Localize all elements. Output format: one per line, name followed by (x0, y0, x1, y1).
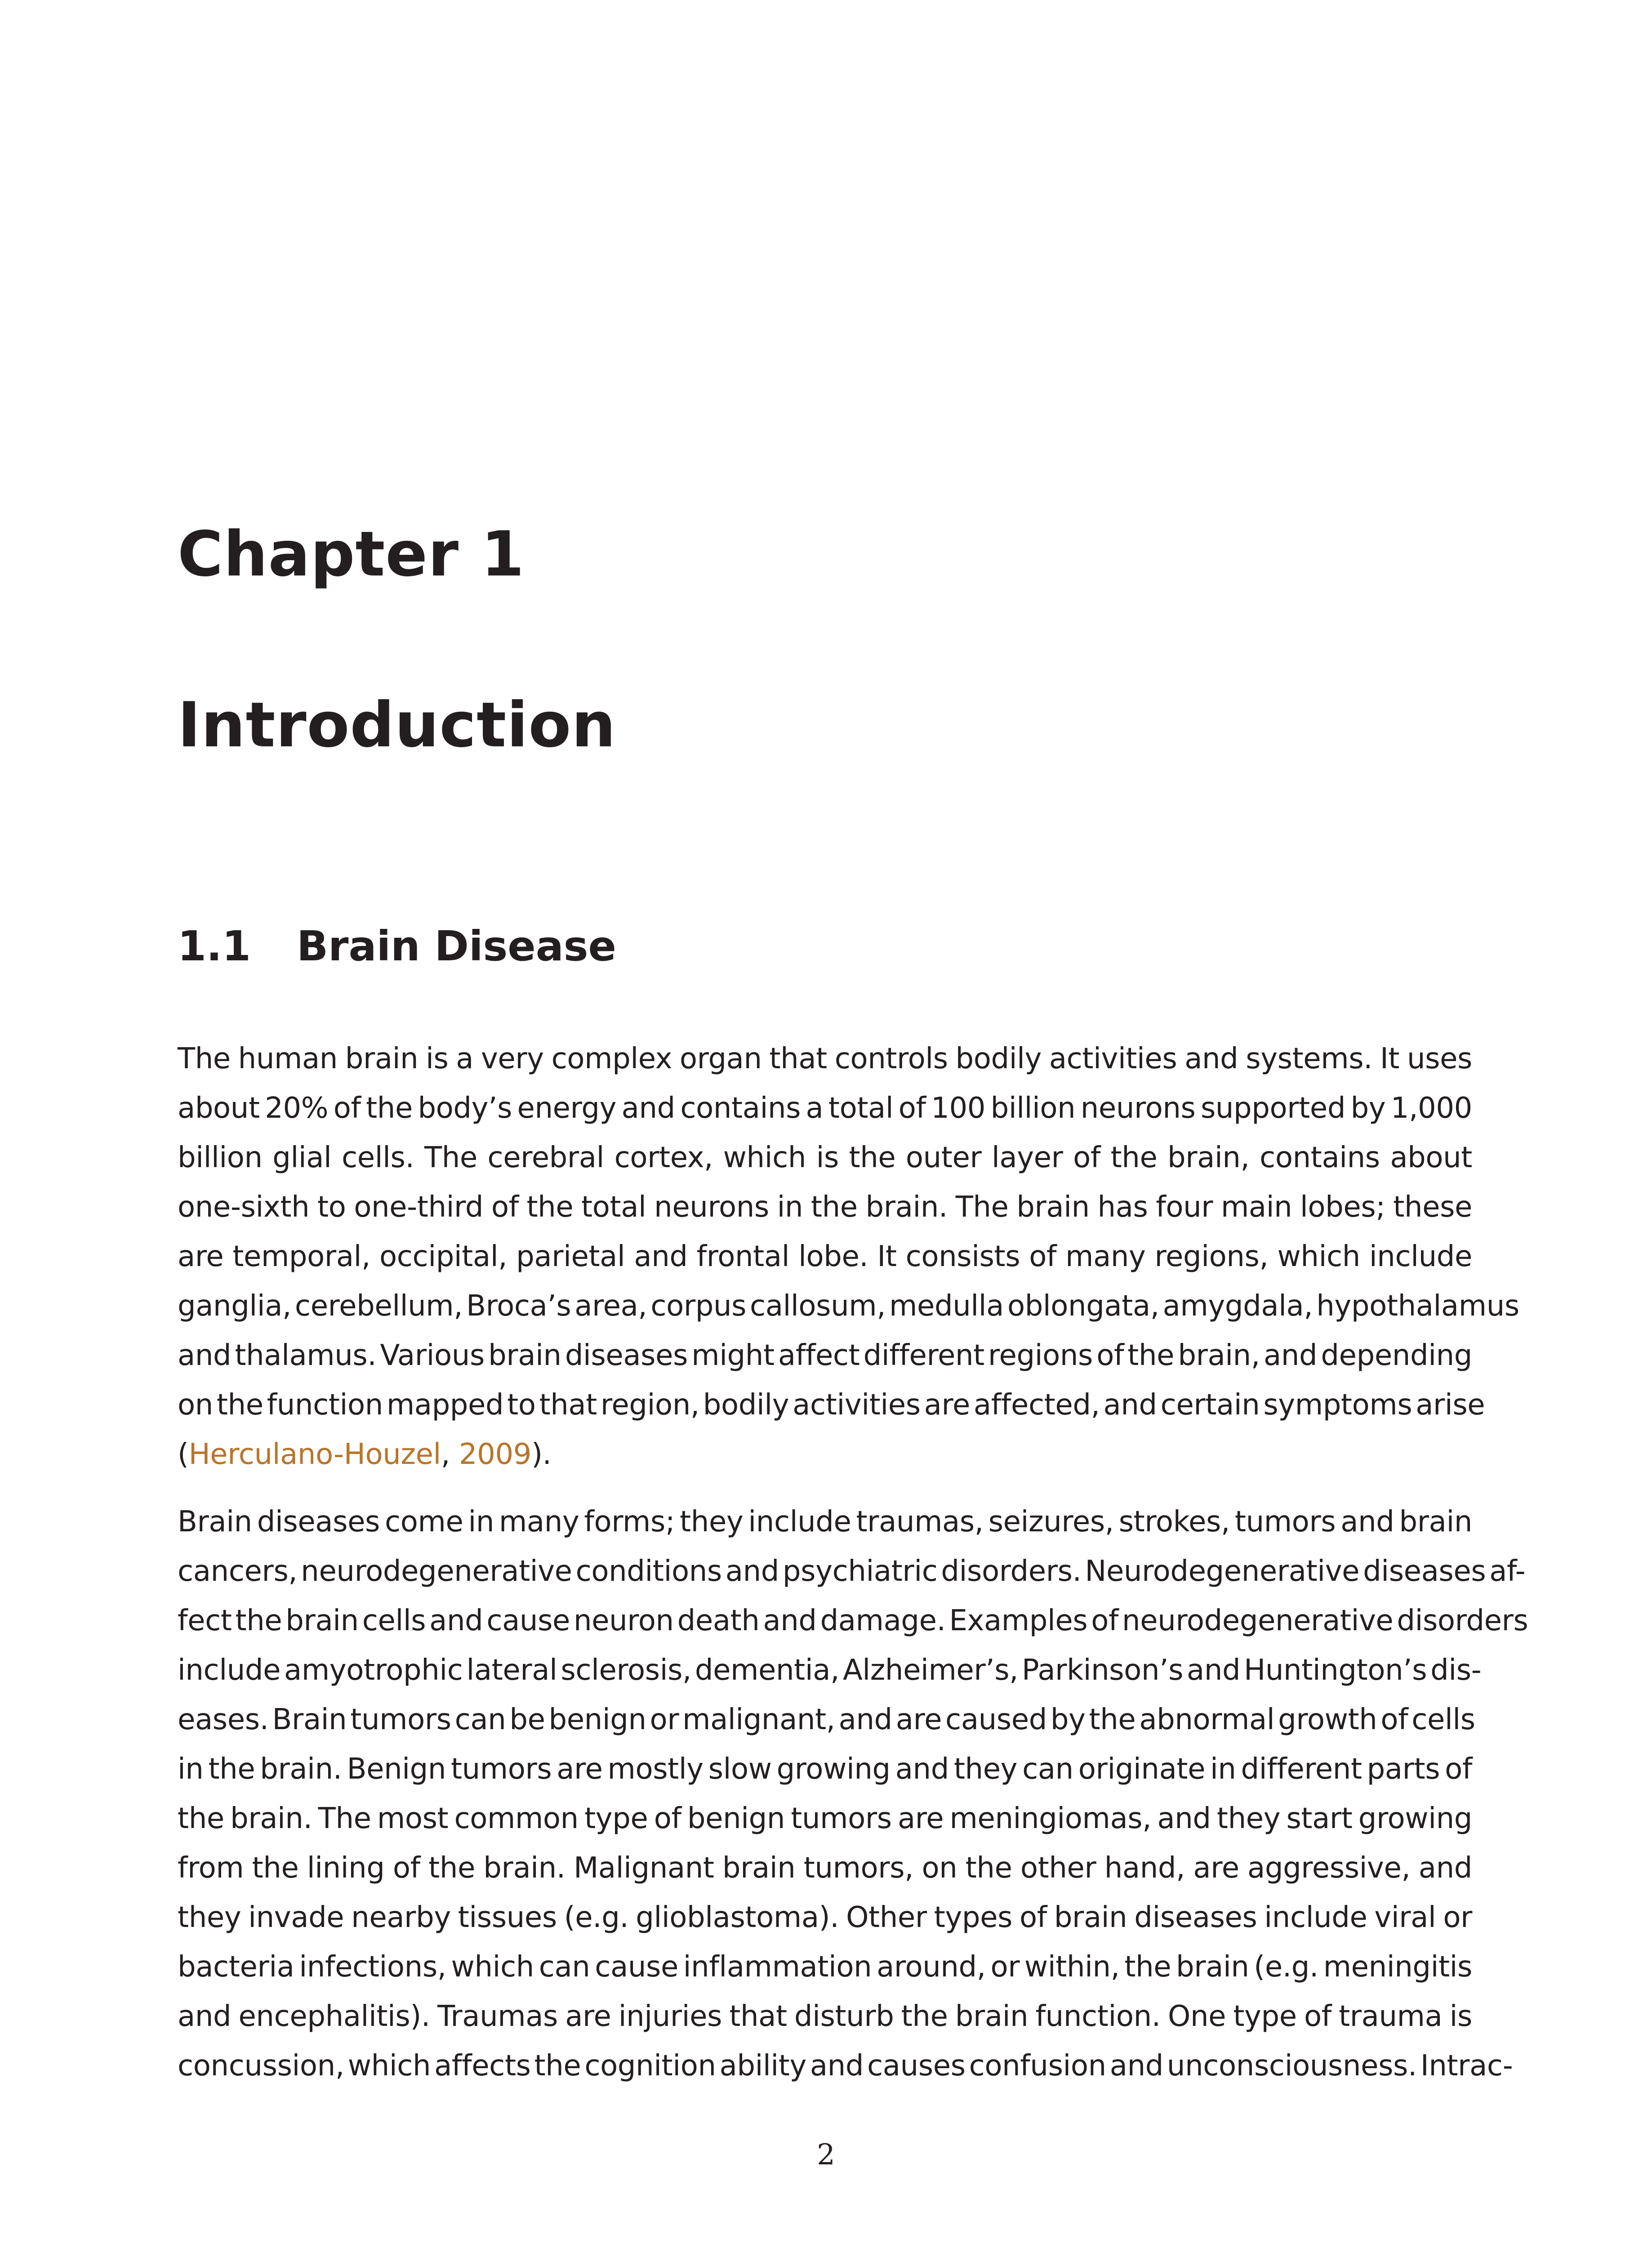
text-line: one-sixth to one-third of the total neurons in the brain. The brain has four main lobes; these (178, 1191, 1472, 1224)
text-line: the brain. The most common type of benign tumors are meningiomas, and they start growing (178, 1802, 1472, 1835)
citation-close: ). (531, 1438, 552, 1471)
section-heading (178, 922, 616, 971)
text-line: fect the brain cells and cause neuron death and damage. Examples of neurodegenerative disorders (178, 1604, 1528, 1637)
text-line: in the brain. Benign tumors are mostly slow growing and they can originate in different parts of (178, 1753, 1472, 1786)
citation-separator: , (441, 1438, 459, 1471)
text-line: billion glial cells. The cerebral cortex, which is the outer layer of the brain, contains about (178, 1141, 1472, 1174)
page-number: 2 (817, 2138, 835, 2172)
section-title: Brain Disease (297, 922, 616, 970)
paragraph-1 (178, 1034, 1519, 1479)
citation-year-link[interactable]: 2009 (459, 1438, 532, 1471)
text-line: from the lining of the brain. Malignant brain tumors, on the other hand, are aggressive, and (178, 1851, 1472, 1885)
text-line: on the function mapped to that region, bodily activities are affected, and certain symptoms arise (178, 1388, 1485, 1422)
chapter-label: Chapter 1 (178, 518, 525, 590)
text-line: and thalamus. Various brain diseases might affect different regions of the brain, and depending (178, 1339, 1472, 1372)
text-line: bacteria infections, which can cause inflammation around, or within, the brain (e.g. meningitis (178, 1950, 1472, 1984)
chapter-title: Introduction (178, 689, 616, 761)
text-line: Brain diseases come in many forms; they include traumas, seizures, strokes, tumors and brain (178, 1505, 1472, 1539)
text-line: are temporal, occipital, parietal and frontal lobe. It consists of many regions, which include (178, 1240, 1472, 1273)
text-line: concussion, which affects the cognition ability and causes confusion and unconsciousness. Intrac- (178, 2049, 1513, 2083)
text-line: and encephalitis). Traumas are injuries that disturb the brain function. One type of trauma is (178, 2000, 1472, 2033)
text-line: about 20% of the body’s energy and contains a total of 100 billion neurons supported by 1,000 (178, 1092, 1472, 1125)
body-text (178, 1034, 1528, 2109)
text-line: The human brain is a very complex organ that controls bodily activities and systems. It uses (178, 1042, 1472, 1075)
paragraph-2 (178, 1497, 1528, 2091)
citation-open: ( (178, 1438, 189, 1471)
citation-author-link[interactable]: Herculano-Houzel (188, 1438, 441, 1471)
text-line: cancers, neurodegenerative conditions and psychiatric disorders. Neurodegenerative diseases af- (178, 1555, 1526, 1588)
text-line: they invade nearby tissues (e.g. glioblastoma). Other types of brain diseases include viral or (178, 1901, 1472, 1934)
citation-line (178, 1430, 1472, 1479)
text-line: eases. Brain tumors can be benign or malignant, and are caused by the abnormal growth of cells (178, 1703, 1475, 1736)
text-line: ganglia, cerebellum, Broca’s area, corpus callosum, medulla oblongata, amygdala, hypothalamus (178, 1289, 1519, 1323)
section-number: 1.1 (178, 922, 251, 970)
text-line: include amyotrophic lateral sclerosis, dementia, Alzheimer’s, Parkinson’s and Huntington’s dis- (178, 1654, 1482, 1687)
